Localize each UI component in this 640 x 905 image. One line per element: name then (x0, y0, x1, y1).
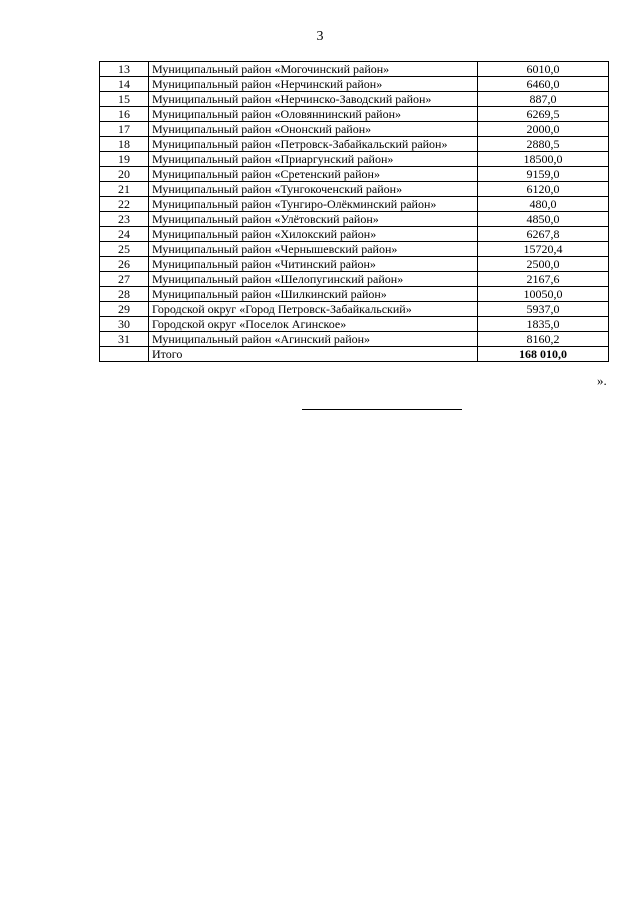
table-row (100, 107, 609, 122)
municipality-name-cell: Муниципальный район «Ононский район» (149, 122, 478, 137)
municipality-name-cell: Муниципальный район «Тунгокоченский район» (149, 182, 478, 197)
municipality-name-cell: Муниципальный район «Оловяннинский район» (149, 107, 478, 122)
amount-cell: 10050,0 (478, 287, 609, 302)
amount-cell: 2880,5 (478, 137, 609, 152)
closing-quote-mark: ». (597, 373, 607, 388)
row-number-cell: 16 (100, 107, 149, 122)
row-number-cell: 25 (100, 242, 149, 257)
table-row (100, 92, 609, 107)
row-number-cell: 29 (100, 302, 149, 317)
amount-cell: 2500,0 (478, 257, 609, 272)
table-row (100, 167, 609, 182)
amount-cell: 8160,2 (478, 332, 609, 347)
row-number-cell: 13 (100, 62, 149, 77)
amount-cell: 6460,0 (478, 77, 609, 92)
municipality-name-cell: Муниципальный район «Петровск-Забайкальский район» (149, 137, 478, 152)
municipality-name-cell: Муниципальный район «Могочинский район» (149, 62, 478, 77)
table-row (100, 182, 609, 197)
allocation-table (99, 61, 609, 362)
amount-cell: 2167,6 (478, 272, 609, 287)
amount-cell: 1835,0 (478, 317, 609, 332)
municipality-name-cell: Муниципальный район «Приаргунский район» (149, 152, 478, 167)
municipality-name-cell: Муниципальный район «Тунгиро-Олёкминский район» (149, 197, 478, 212)
municipality-name-cell: Муниципальный район «Нерчинско-Заводский район» (149, 92, 478, 107)
total-number-cell (100, 347, 149, 362)
municipality-name-cell: Муниципальный район «Шелопугинский район» (149, 272, 478, 287)
row-number-cell: 28 (100, 287, 149, 302)
amount-cell: 9159,0 (478, 167, 609, 182)
total-amount-cell: 168 010,0 (478, 347, 609, 362)
amount-cell: 6267,8 (478, 227, 609, 242)
row-number-cell: 19 (100, 152, 149, 167)
table-row (100, 137, 609, 152)
amount-cell: 6269,5 (478, 107, 609, 122)
table-row (100, 152, 609, 167)
municipality-name-cell: Муниципальный район «Агинский район» (149, 332, 478, 347)
row-number-cell: 31 (100, 332, 149, 347)
amount-cell: 15720,4 (478, 242, 609, 257)
table-row (100, 287, 609, 302)
table-row (100, 302, 609, 317)
row-number-cell: 18 (100, 137, 149, 152)
total-row (100, 347, 609, 362)
row-number-cell: 14 (100, 77, 149, 92)
amount-cell: 5937,0 (478, 302, 609, 317)
table-row (100, 212, 609, 227)
page-number: 3 (316, 29, 324, 44)
table-row (100, 332, 609, 347)
row-number-cell: 27 (100, 272, 149, 287)
amount-cell: 6120,0 (478, 182, 609, 197)
municipality-name-cell: Муниципальный район «Нерчинский район» (149, 77, 478, 92)
row-number-cell: 20 (100, 167, 149, 182)
table-row (100, 77, 609, 92)
municipality-name-cell: Муниципальный район «Читинский район» (149, 257, 478, 272)
table-row (100, 62, 609, 77)
table-row (100, 197, 609, 212)
row-number-cell: 26 (100, 257, 149, 272)
row-number-cell: 17 (100, 122, 149, 137)
total-label-cell: Итого (149, 347, 478, 362)
municipality-name-cell: Городской округ «Город Петровск-Забайкальский» (149, 302, 478, 317)
municipality-name-cell: Городской округ «Поселок Агинское» (149, 317, 478, 332)
separator-line (302, 409, 462, 410)
row-number-cell: 24 (100, 227, 149, 242)
municipality-name-cell: Муниципальный район «Шилкинский район» (149, 287, 478, 302)
amount-cell: 6010,0 (478, 62, 609, 77)
row-number-cell: 15 (100, 92, 149, 107)
municipality-name-cell: Муниципальный район «Сретенский район» (149, 167, 478, 182)
table-row (100, 272, 609, 287)
municipality-name-cell: Муниципальный район «Чернышевский район» (149, 242, 478, 257)
municipality-name-cell: Муниципальный район «Хилокский район» (149, 227, 478, 242)
amount-cell: 887,0 (478, 92, 609, 107)
table-row (100, 317, 609, 332)
amount-cell: 4850,0 (478, 212, 609, 227)
table-row (100, 242, 609, 257)
table-body (100, 62, 609, 362)
row-number-cell: 23 (100, 212, 149, 227)
table-row (100, 257, 609, 272)
amount-cell: 18500,0 (478, 152, 609, 167)
amount-cell: 2000,0 (478, 122, 609, 137)
amount-cell: 480,0 (478, 197, 609, 212)
row-number-cell: 21 (100, 182, 149, 197)
table-row (100, 122, 609, 137)
municipality-name-cell: Муниципальный район «Улётовский район» (149, 212, 478, 227)
row-number-cell: 30 (100, 317, 149, 332)
table-row (100, 227, 609, 242)
row-number-cell: 22 (100, 197, 149, 212)
